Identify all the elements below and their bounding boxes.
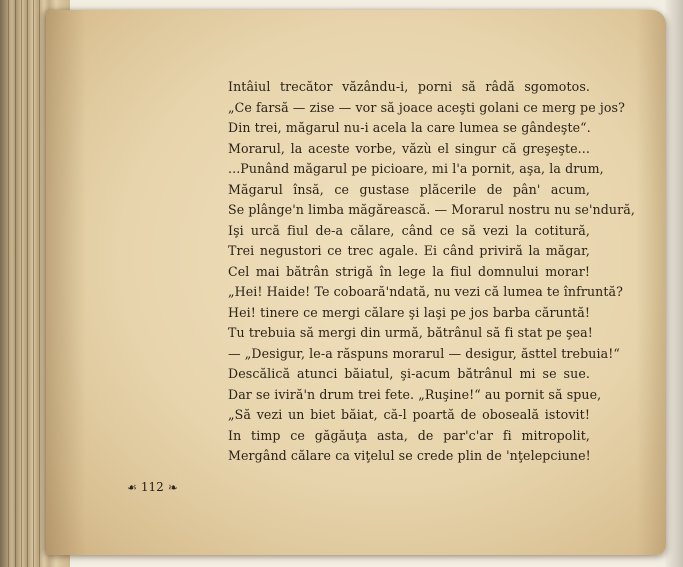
text-line: Hei! tinere ce mergi călare şi laşi pe jos barba căruntă! (228, 304, 590, 320)
text-line: Intâiul trecător văzându-i, porni să râdă sgomotos. (228, 79, 590, 94)
page-number-group (127, 480, 178, 494)
text-line: Măgarul însă, ce gustase plăcerile de pân' acum, (228, 181, 590, 197)
page-shade (636, 10, 666, 555)
ornament-left-icon: ☙ (127, 480, 137, 494)
text-line: In timp ce găgăuţa asta, de par'c'ar fi mitropolit, (228, 427, 590, 443)
text-line: „Hei! Haide! Te coboară'ndată, nu vezi că lumea te înfruntă? (228, 284, 624, 299)
text-line: Dar se iviră'n drum trei fete. „Ruşine!“ au pornit să spue, (228, 386, 602, 402)
text-line: Trei negustori ce trec agale. Ei când priviră la măgar, (228, 243, 590, 258)
text-line: — „Desigur, le-a răspuns morarul — desigur, ăsttel trebuia!“ (228, 345, 620, 361)
text-line: Tu trebuia să mergi din urmă, bătrânul să fi stat pe şea! (228, 325, 593, 340)
text-line: Morarul, la aceste vorbe, văzù el singur că greşeşte... (228, 140, 590, 156)
page-number: 112 (140, 480, 164, 494)
text-line: Işi urcă fiul de-a călare, când ce să vezi la cotitură, (228, 222, 590, 238)
text-line: Se plânge'n limba măgărească. — Morarul nostru nu se'ndură, (228, 202, 635, 217)
text-line: Cel mai bătrân strigă în lege la fiul domnului morar! (228, 263, 590, 279)
page-stain (46, 10, 86, 555)
poem-text (228, 77, 635, 467)
ornament-right-icon: ☙ (167, 480, 178, 494)
background-right (665, 0, 683, 567)
text-line: Descălică atunci băiatul, şi-acum bătrânul mi se sue. (228, 366, 590, 381)
text-line: ...Punând măgarul pe picioare, mi l'a pornit, aşa, la drum, (228, 161, 604, 176)
text-line: Din trei, măgarul nu-i acela la care lumea se gândeşte“. (228, 120, 591, 135)
text-line: Mergând călare ca viţelul se crede plin de 'nţelepciune! (228, 448, 591, 463)
text-line: „Ce farsă — zise — vor să joace aceşti golani ce merg pe jos? (228, 99, 625, 115)
text-line: „Să vezi un biet băiat, că-l poartă de oboseală istovit! (228, 407, 590, 422)
